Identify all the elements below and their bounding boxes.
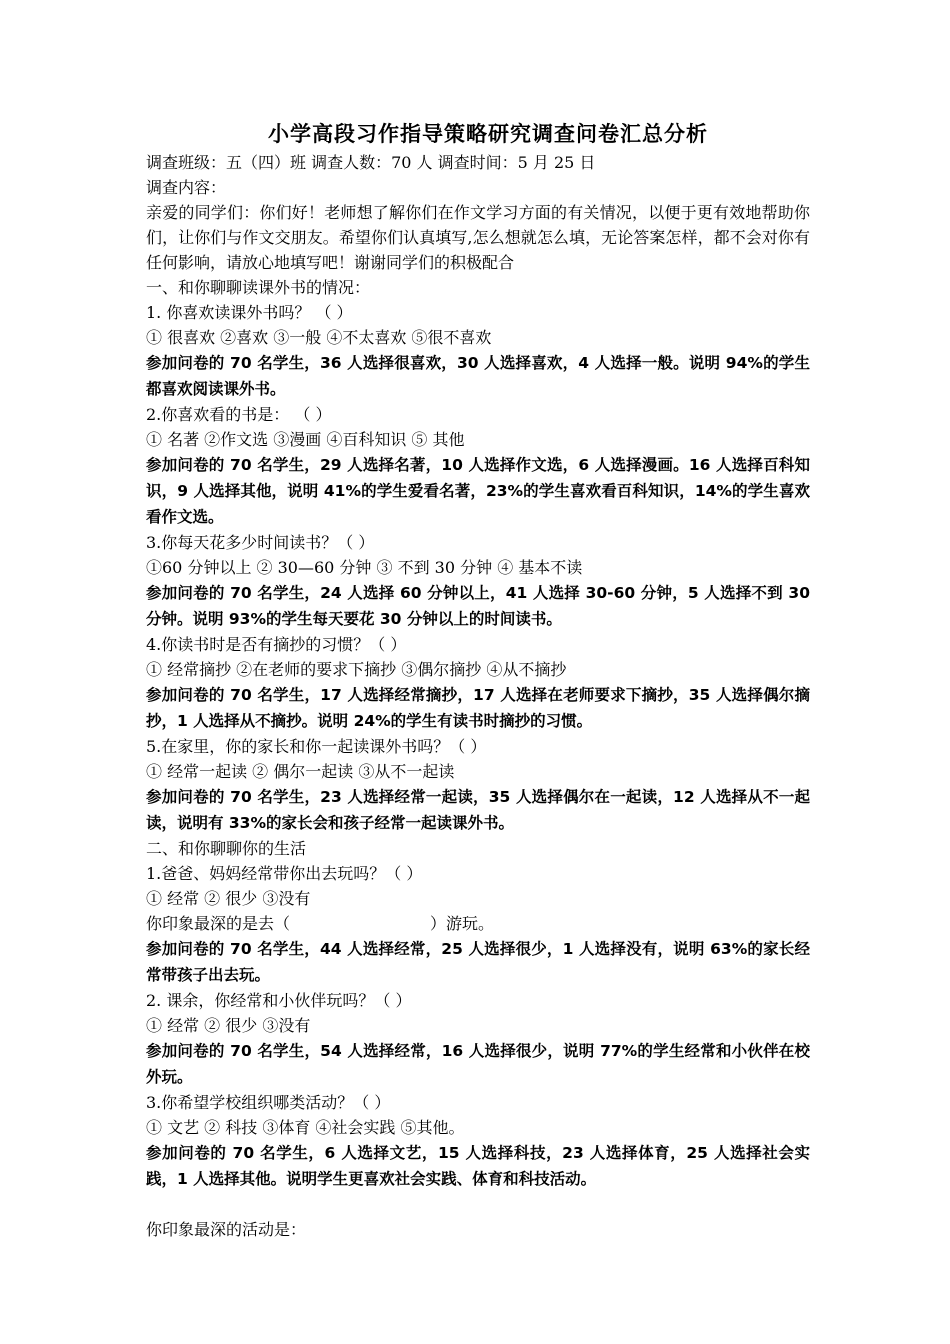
question-options: ① 文艺 ② 科技 ③体育 ④社会实践 ⑤其他。 — [146, 1118, 465, 1137]
question-text: 2.你喜欢看的书是： （ ） — [146, 405, 332, 424]
question-text: 5.在家里，你的家长和你一起读课外书吗？（ ） — [146, 737, 487, 756]
answer-summary: 参加问卷的 70 名学生，17 人选择经常摘抄，17 人选择在老师要求下摘抄，35 人选择偶尔摘抄，1 人选择从不摘抄。说明 24%的学生有读书时摘抄的习惯。 — [146, 686, 810, 730]
section1-heading: 一、和你聊聊读课外书的情况： — [146, 278, 371, 297]
impression-line — [146, 911, 810, 936]
question-text: 3.你希望学校组织哪类活动？（ ） — [146, 1093, 391, 1112]
question-text: 4.你读书时是否有摘抄的习惯？（ ） — [146, 635, 407, 654]
answer-summary: 参加问卷的 70 名学生，23 人选择经常一起读，35 人选择偶尔在一起读，12 人选择从不一起读，说明有 33%的家长会和孩子经常一起读课外书。 — [146, 788, 810, 832]
survey-meta: 调查班级：五（四）班 调查人数：70 人 调查时间：5 月 25 日 — [146, 153, 596, 172]
question-text: 3.你每天花多少时间读书？（ ） — [146, 533, 375, 552]
question-options: ①60 分钟以上 ② 30—60 分钟 ③ 不到 30 分钟 ④ 基本不读 — [146, 558, 583, 577]
question-text: 2. 课余，你经常和小伙伴玩吗？（ ） — [146, 991, 412, 1010]
question-options: ① 很喜欢 ②喜欢 ③一般 ④不太喜欢 ⑤很不喜欢 — [146, 328, 492, 347]
answer-summary: 参加问卷的 70 名学生，29 人选择名著，10 人选择作文选，6 人选择漫画。16 人选择百科知识，9 人选择其他，说明 41%的学生爱看名著，23%的学生喜欢看百科知识，14%的学生喜欢看作文选。 — [146, 456, 810, 526]
question-text: 1.爸爸、妈妈经常带你出去玩吗？（ ） — [146, 864, 423, 883]
intro-paragraph: 亲爱的同学们：你们好！老师想了解你们在作文学习方面的有关情况，以便于更有效地帮助你们，让你们与作文交朋友。希望你们认真填写,怎么想就怎么填，无论答案怎样，都不会对你有任何影响，请放心地填写吧！谢谢同学们的积极配合 — [146, 203, 810, 272]
answer-summary: 参加问卷的 70 名学生，6 人选择文艺，15 人选择科技，23 人选择体育，25 人选择社会实践，1 人选择其他。说明学生更喜欢社会实践、体育和科技活动。 — [146, 1144, 810, 1188]
spacer — [146, 1192, 810, 1217]
content-label: 调查内容： — [146, 178, 227, 197]
impression-prefix: 你印象最深的是去（ — [146, 914, 291, 933]
impression-activity-line: 你印象最深的活动是： — [146, 1220, 307, 1239]
question-options: ① 名著 ②作文选 ③漫画 ④百科知识 ⑤ 其他 — [146, 430, 465, 449]
question-options: ① 经常 ② 很少 ③没有 — [146, 889, 311, 908]
question-text: 1. 你喜欢读课外书吗？ （ ） — [146, 303, 353, 322]
answer-summary: 参加问卷的 70 名学生，44 人选择经常，25 人选择很少，1 人选择没有，说明 63%的家长经常带孩子出去玩。 — [146, 940, 810, 984]
impression-suffix: ）游玩。 — [430, 914, 495, 933]
answer-summary: 参加问卷的 70 名学生，54 人选择经常，16 人选择很少，说明 77%的学生经常和小伙伴在校外玩。 — [146, 1042, 810, 1086]
answer-summary: 参加问卷的 70 名学生，24 人选择 60 分钟以上，41 人选择 30-60 分钟，5 人选择不到 30 分钟。说明 93%的学生每天要花 30 分钟以上的时间读书。 — [146, 584, 810, 628]
question-options: ① 经常一起读 ② 偶尔一起读 ③从不一起读 — [146, 762, 455, 781]
question-options: ① 经常摘抄 ②在老师的要求下摘抄 ③偶尔摘抄 ④从不摘抄 — [146, 660, 567, 679]
section2-heading: 二、和你聊聊你的生活 — [146, 839, 307, 858]
answer-summary: 参加问卷的 70 名学生，36 人选择很喜欢，30 人选择喜欢，4 人选择一般。说明 94%的学生都喜欢阅读课外书。 — [146, 354, 810, 398]
page-title: 小学高段习作指导策略研究调查问卷汇总分析 — [268, 121, 708, 146]
question-options: ① 经常 ② 很少 ③没有 — [146, 1016, 311, 1035]
document-page — [146, 118, 810, 1242]
